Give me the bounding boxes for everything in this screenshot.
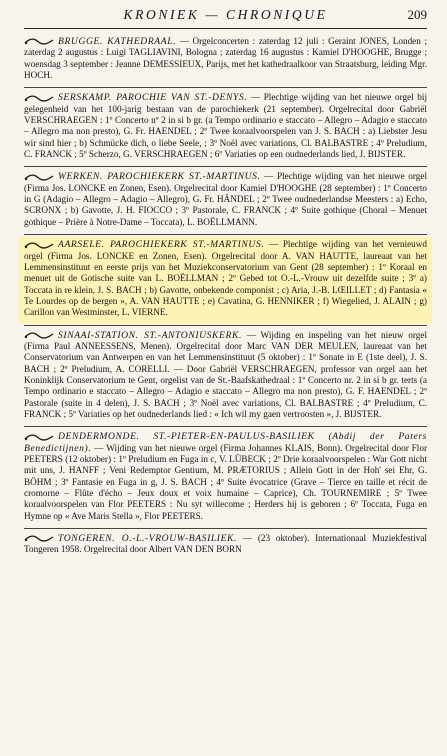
entry-divider <box>24 166 427 167</box>
entry-text: — Plechtige wijding van het vernieuwd orgel (Firma Jos. LONCKE en Zonen, Esen). Orgelrecital door A. VAN HAUTTE, laureaat van het Lemmensinstituut en eerste prijs van het Muziekconservatorium van Gent (28 september) : 1º Koraal en menuet uit de Gotische suite van L. BOËLLMAN ; 2º Gebed tot O.-L.-Vrouw uit dezelfde suite ; 3º a) Toccata in re klein, J. S. BACH ; b) Gavotte, onbekende componist ; c) Aria, J.-B. LŒILLET ; d) Fantasia « Te Lourdes op de bergen », A. VAN HAUTTE ; e) Cavatina, G. HENNIKER ; f) Wiegelied, J. ALAIN ; g) Carillon van Westminster, L. VIERNE. <box>24 239 427 318</box>
running-head <box>24 6 427 29</box>
entry-heading: SINAAI-STATION. ST.-ANTONIUSKERK. <box>58 329 242 341</box>
entry-divider <box>24 234 427 235</box>
entry-heading: WERKEN. PAROCHIEKERK ST.-MARTINUS. <box>58 171 261 183</box>
entry-divider <box>24 325 427 326</box>
page-title: KRONIEK — CHRONIQUE <box>123 7 328 22</box>
flourish-ornament-icon <box>24 535 54 542</box>
flourish-ornament-icon <box>24 38 54 45</box>
entry-heading: TONGEREN. O.-L.-VROUW-BASILIEK. <box>58 533 238 545</box>
entry-text: — Wijding van het nieuwe orgel (Firma Johannes KLAIS, Bonn). Orgelrecital door Flor PEETERS (12 oktober) : 1º Preludium en Fuga in c, V. LÜBECK ; 2º Drie koraalvoorspelen : War Gott nicht mit uns, J. HANFF ; Veni Redemptor Gentium, M. PRÆTORIUS ; Allein Gott in der Hoh' sei Ehr, G. BÖHM ; 3º Fantasie en Fuga in g, J. S. BACH ; 4º Suite évocatrice (Grave – Tierce en taille et récit de cromorne – Flûte d'écho – Jeux doux et voix humaine – Caprice), Ch. TOURNEMIRE ; 5º Twee koraalvoorspelen van Flor PEETERS : Nu syt willecome ; Herders hij is geboren ; 6º Toccata, Fuga en Hymne op « Ave Maris Stella », Flor PEETERS. <box>24 442 427 521</box>
chronicle-entry <box>24 328 427 426</box>
entry-text: — (23 oktober). Internationaal Muziekfestival Tongeren 1958. Orgelrecital door Albert VAN DEN BORN <box>24 533 427 555</box>
entry-text: — Plechtige wijding van het nieuwe orgel bij gelegenheid van het 100-jarig bestaan van de parochiekerk (21 september). Orgelrecital door Gabriël VERSCHRAEGEN : 1º Concerto nº 2 in si b gr. (a Tempo ordinario e staccato – Allegro – Adagio e staccato – Allegro ma non presto), G. Fr. HAENDEL ; 2º Twee koraalvoorspelen van J. S. BACH : a) Liebster Jesu wir sind hier ; b) Schmücke dich, o liebe Seele, ; 3º Noël avec variations, Cl. BALBASTRE ; 4º Preludium, C. FRANCK ; 5º Scherzo, G. VERSCHRAEGEN ; 6º Variaties op een oudnederlands lied, J. BIJSTER. <box>24 92 427 160</box>
page-number: 209 <box>407 7 427 22</box>
entry-divider <box>24 528 427 529</box>
entry-heading: BRUGGE. KATHEDRAAL. <box>58 36 177 47</box>
chronicle-entry <box>24 531 427 561</box>
entry-heading: DENDERMONDE. ST.-PIETER-EN-PAULUS-BASILIEK (Abdij der Paters Benedictijnen). <box>24 431 427 454</box>
entry-heading: SERSKAMP. PAROCHIE VAN ST.-DENYS. <box>58 92 248 104</box>
flourish-ornament-icon <box>24 332 54 339</box>
flourish-ornament-icon <box>24 242 54 249</box>
entry-divider <box>24 87 427 88</box>
chronicle-entry <box>24 429 427 527</box>
flourish-ornament-icon <box>24 434 54 441</box>
flourish-ornament-icon <box>24 174 54 181</box>
chronicle-entry <box>24 169 427 233</box>
chronicle-entry <box>24 90 427 165</box>
entry-text: — Plechtige wijding van het nieuwe orgel (Firma Jos. LONCKE en Zonen, Esen). Orgelrecital door Kamiel D'HOOGHE (28 september) : 1º Concerto in G (Adagio – Allegro – Adagio – Allegro), G. Fr. HÄNDEL ; 2º Twee oudnederlandse Meesters : a) Echo, SCRONX ; b) Gavotte, J. H. FIOCCO ; 3º Pastorale, C. FRANCK ; 4º Suite gothique (Choral – Menuet gothique – Prière à Notre-Dame – Toccata), L. BOËLLMANN. <box>24 171 427 227</box>
flourish-ornament-icon <box>24 95 54 102</box>
journal-page <box>0 6 447 756</box>
entry-text: — Wijding en inspeling van het nieuw orgel (Firma Paul ANNEESSENS, Menen). Orgelrecital door Marc VAN DER MEULEN, laureaat van het Conservatorium van Antwerpen en van het Lemmensinstituut (5 oktober) : 1º Sonate in E (1ste deel), J. S. BACH ; 2º Preludium, A. CORELLI. — Door Gabriël VERSCHRAEGEN, professor van orgel aan het Koninklijk Conservatorium te Gent, orgelist van de St.-Baafskathedraal : 1º Concerto nr. 2 in si b gr. terts (a Tempo ordinario e staccato – Allegro – Adagio e staccato – Allegro ma non presto), G. F. HAENDEL ; 2º Pastorale (suite in 4 delen), J. S. BACH ; 3º Noël avec variations, Cl. BALBASTRE ; 4º Preludium, C. FRANCK ; 5º Variaties op het oudnederlands lied : « Ich wil my gaen vertroosten », J. BIJSTER. <box>24 329 427 419</box>
entry-text: — Orgelconcerten : zaterdag 12 juli : Geraint JONES, Londen ; zaterdag 2 augustus : Luigi TAGLIAVINI, Bologna ; zaterdag 16 augustus : Kamiel D'HOOGHE, Brugge ; woensdag 3 september : Jeanne DEMESSIEUX, Parijs, met het kathedraalkoor van Straatsburg, leiding Mgr. HOCH. <box>24 36 427 81</box>
chronicle-entries <box>24 34 427 561</box>
entry-divider <box>24 426 427 427</box>
chronicle-entry-highlighted <box>19 237 432 323</box>
entry-heading: AARSELE. PAROCHIEKERK ST.-MARTINUS. <box>58 239 265 251</box>
chronicle-entry <box>24 34 427 86</box>
